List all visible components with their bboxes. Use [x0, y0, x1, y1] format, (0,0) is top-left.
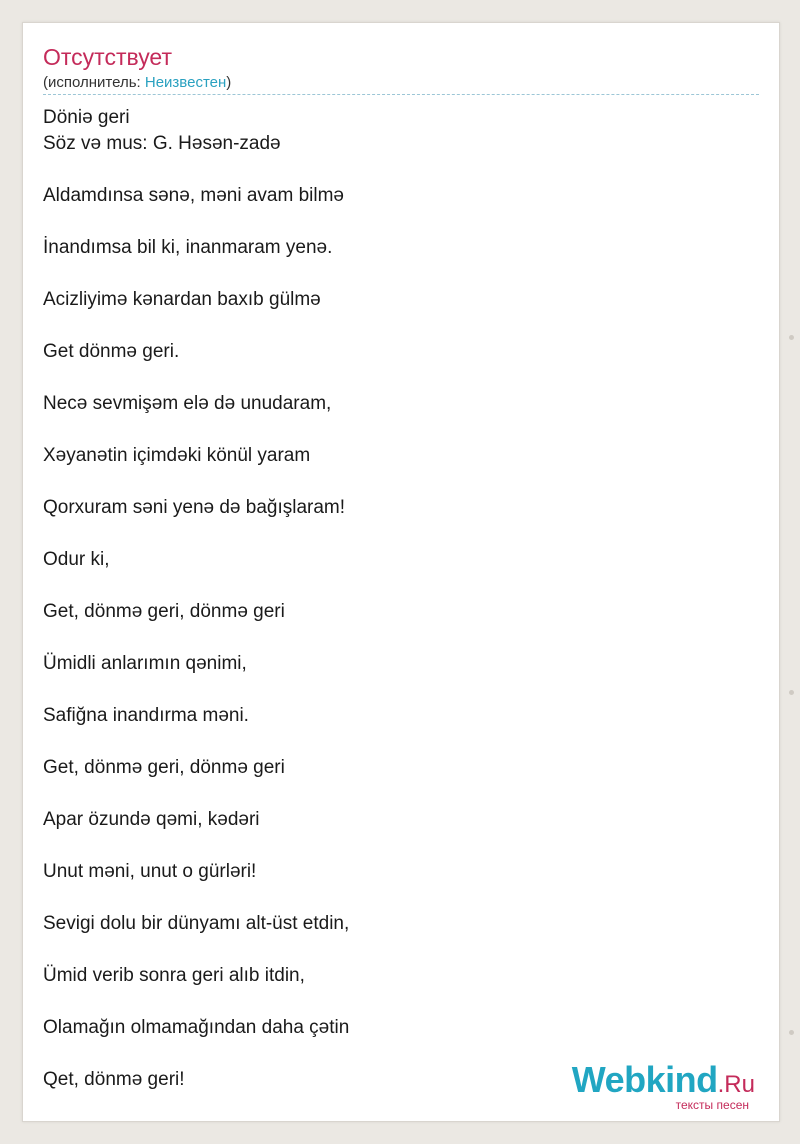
song-meta — [43, 74, 231, 92]
stanza-gap — [43, 521, 349, 547]
lyric-line: Get dönmə geri. — [43, 341, 180, 362]
meta-suffix: ) — [226, 74, 232, 91]
lyric-line: Qorxuram səni yenə də bağışlaram! — [43, 497, 346, 518]
lyric-line: Söz və mus: G. Həsən-zadə — [43, 133, 281, 154]
stanza-gap — [43, 417, 349, 443]
stanza-gap — [43, 677, 349, 703]
stanza-gap — [43, 885, 349, 911]
lyric-line: Odur ki, — [43, 549, 110, 570]
brand-suffix: .Ru — [717, 1071, 755, 1098]
stanza-gap — [43, 833, 349, 859]
lyric-line: Ümid verib sonra geri alıb itdin, — [43, 965, 305, 986]
lyrics-card — [22, 22, 780, 1122]
title-divider — [43, 94, 759, 95]
stanza-gap — [43, 157, 349, 183]
lyric-line: Aldamdınsa sənə, məni avam bilmə — [43, 185, 344, 206]
brand-name-text: Webkind — [571, 1059, 718, 1100]
stanza-gap — [43, 573, 349, 599]
binder-ring — [789, 335, 794, 340]
meta-prefix: (исполнитель: — [43, 74, 145, 91]
brand-name — [571, 1059, 755, 1103]
stanza-gap — [43, 469, 349, 495]
stanza-gap — [43, 1041, 349, 1067]
lyric-line: Get, dönmə geri, dönmə geri — [43, 601, 285, 622]
stanza-gap — [43, 781, 349, 807]
lyric-line: Unut məni, unut o gürləri! — [43, 861, 257, 882]
lyric-line: İnandımsa bil ki, inanmaram yenə. — [43, 237, 333, 258]
lyric-line: Apar özundə qəmi, kədəri — [43, 809, 260, 830]
binder-ring — [789, 1030, 794, 1035]
lyric-line: Olamağın olmamağından daha çətin — [43, 1017, 350, 1038]
stanza-gap — [43, 209, 349, 235]
binder-ring — [789, 690, 794, 695]
lyric-line: Safiğna inandırma məni. — [43, 705, 249, 726]
brand-logo[interactable] — [571, 1059, 755, 1112]
stanza-gap — [43, 989, 349, 1015]
stanza-gap — [43, 313, 349, 339]
lyric-line: Xəyanətin içimdəki könül yaram — [43, 445, 311, 466]
lyric-line: Get, dönmə geri, dönmə geri — [43, 757, 285, 778]
artist-link[interactable]: Неизвестен — [144, 74, 227, 91]
lyric-line: Qet, dönmə geri! — [43, 1069, 185, 1090]
lyrics-body — [43, 105, 349, 1093]
stanza-gap — [43, 261, 349, 287]
lyric-line: Dönіə geri — [43, 107, 130, 128]
stanza-gap — [43, 365, 349, 391]
song-title: Отсутствует — [43, 44, 172, 70]
lyric-line: Acizliyimə kənardan baxıb gülmə — [43, 289, 321, 310]
lyric-line: Necə sevmişəm elə də unudaram, — [43, 393, 332, 414]
stanza-gap — [43, 729, 349, 755]
lyric-line: Sevigi dolu bir dünyamı alt-üst etdin, — [43, 913, 350, 934]
stanza-gap — [43, 937, 349, 963]
lyric-line: Ümidli anlarımın qənimi, — [43, 653, 247, 674]
brand-tagline: тексты песен — [675, 1098, 749, 1112]
stanza-gap — [43, 625, 349, 651]
